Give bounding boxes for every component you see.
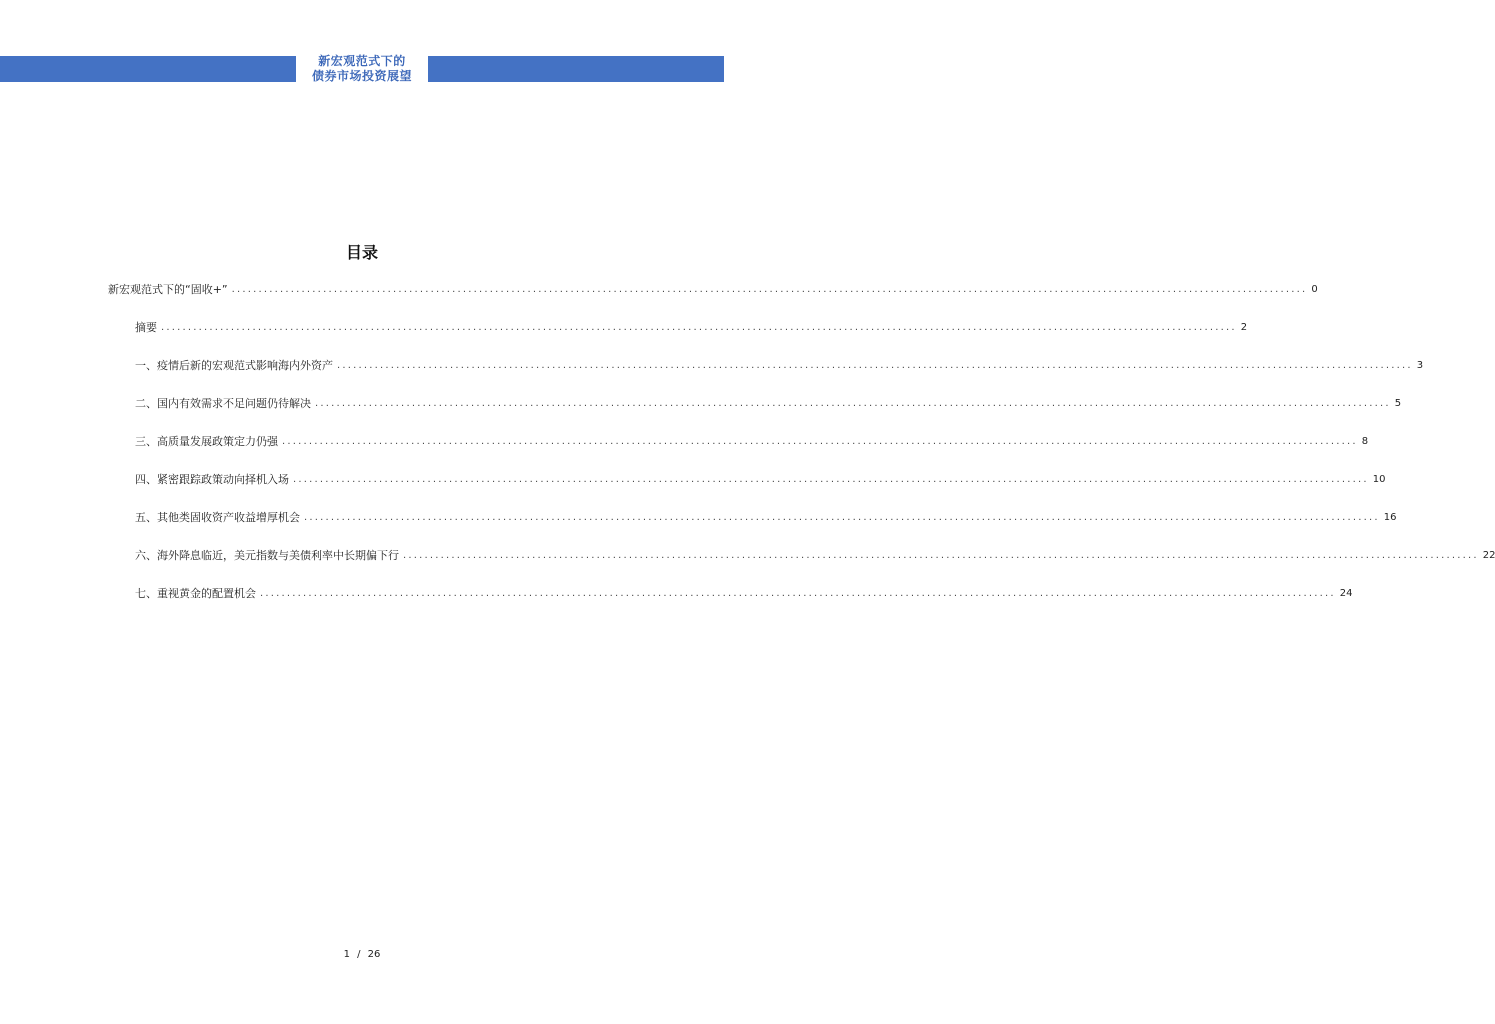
toc-entry-page: 2 — [1240, 322, 1248, 333]
toc-entry[interactable] — [108, 434, 1369, 472]
toc-entry-text: 二、国内有效需求不足问题仍待解决 — [135, 397, 311, 410]
toc-entry-page: 8 — [1361, 436, 1369, 447]
toc-entry-page: 0 — [1311, 284, 1318, 295]
toc-entry-page: 22 — [1482, 550, 1495, 561]
toc-leader-dots: ........................................................................................................................................................................................................ — [304, 512, 1380, 523]
toc-entry[interactable] — [108, 472, 1386, 510]
toc-entry-text: 五、其他类固收资产收益增厚机会 — [135, 511, 300, 524]
page-number: 1 / 26 — [343, 949, 381, 960]
header-title-line-2: 债券市场投资展望 — [311, 69, 412, 83]
toc-entry-text: 七、重视黄金的配置机会 — [135, 587, 256, 600]
toc-entry-page: 10 — [1372, 474, 1386, 485]
toc-entry[interactable] — [108, 320, 1248, 358]
toc-leader-dots: ........................................................................................................................................................................................................ — [282, 436, 1358, 447]
toc-leader-dots: ........................................................................................................................................................................................................ — [337, 360, 1413, 371]
toc-entry-text: 六、海外降息临近，美元指数与美债利率中长期偏下行 — [135, 549, 399, 562]
header-title-line-1: 新宏观范式下的 — [318, 54, 406, 68]
toc-leader-dots: ........................................................................................................................................................................................................ — [293, 474, 1369, 485]
toc-leader-dots: ........................................................................................................................................................................................................ — [315, 398, 1391, 409]
toc-entry-text: 三、高质量发展政策定力仍强 — [135, 435, 278, 448]
toc-entry-text: 摘要 — [135, 321, 157, 334]
toc-entry-page: 5 — [1394, 398, 1402, 409]
toc-entry[interactable] — [108, 510, 1397, 548]
toc-entry[interactable] — [108, 548, 1495, 586]
toc-entry-page: 24 — [1339, 588, 1353, 599]
toc-entry-text: 四、紧密跟踪政策动向择机入场 — [135, 473, 289, 486]
toc-entry[interactable] — [108, 282, 1318, 320]
toc-entry[interactable] — [108, 586, 1353, 624]
toc-leader-dots: ........................................................................................................................................................................................................ — [161, 322, 1237, 333]
toc-entry-text: 新宏观范式下的“固收+” — [108, 283, 228, 296]
toc-leader-dots: ........................................................................................................................................................................................................ — [403, 550, 1479, 561]
header-title — [296, 52, 428, 86]
toc-title: 目录 — [345, 243, 378, 262]
toc-entry-page: 3 — [1416, 360, 1424, 371]
toc-leader-dots: ........................................................................................................................................................................................................ — [260, 588, 1336, 599]
toc-list — [108, 282, 1495, 624]
toc-leader-dots: ........................................................................................................................................................................................................ — [231, 284, 1308, 295]
toc-entry[interactable] — [108, 396, 1402, 434]
toc-entry[interactable] — [108, 358, 1424, 396]
toc-entry-page: 16 — [1383, 512, 1397, 523]
toc-entry-text: 一、疫情后新的宏观范式影响海内外资产 — [135, 359, 333, 372]
